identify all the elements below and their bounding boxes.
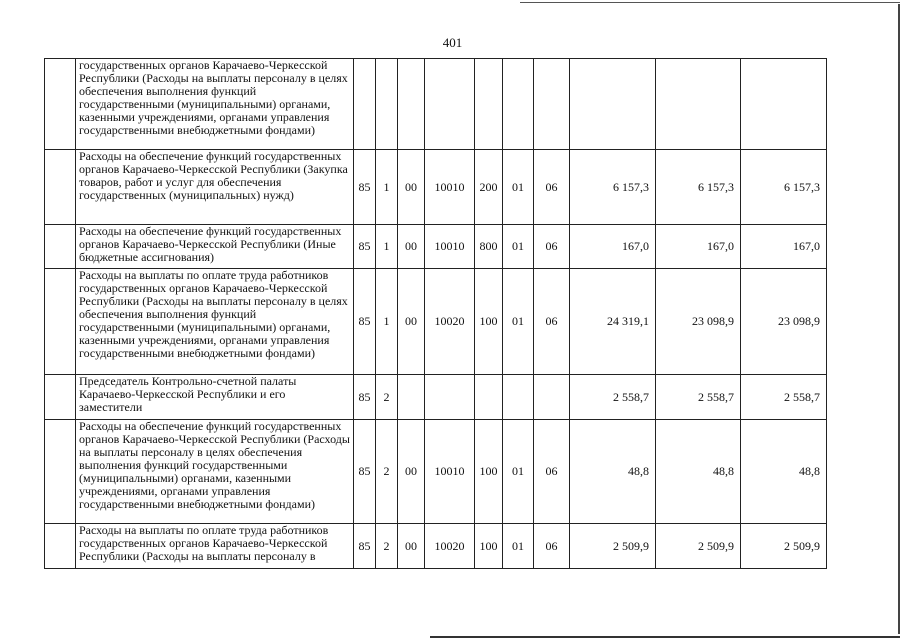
code-cell-3: 00 xyxy=(398,524,425,569)
code-cell-1: 85 xyxy=(354,524,376,569)
amount-cell-1: 2 509,9 xyxy=(570,524,656,569)
amount-cell-1 xyxy=(570,59,656,150)
code-cell-6: 01 xyxy=(503,269,534,375)
code-cell-6: 01 xyxy=(503,420,534,524)
code-cell-7: 06 xyxy=(534,225,570,269)
scan-edge-bottom xyxy=(430,636,900,638)
code-cell-2: 2 xyxy=(376,524,398,569)
amount-cell-3: 2 558,7 xyxy=(741,375,827,420)
amount-cell-3 xyxy=(741,59,827,150)
code-cell-3 xyxy=(398,59,425,150)
budget-table xyxy=(44,58,827,569)
code-cell-6 xyxy=(503,59,534,150)
code-cell-4 xyxy=(425,375,475,420)
code-cell-2: 2 xyxy=(376,420,398,524)
row-index-cell xyxy=(45,150,76,225)
amount-cell-1: 24 319,1 xyxy=(570,269,656,375)
amount-cell-2: 48,8 xyxy=(656,420,741,524)
amount-cell-1: 6 157,3 xyxy=(570,150,656,225)
amount-cell-3: 167,0 xyxy=(741,225,827,269)
code-cell-3 xyxy=(398,375,425,420)
scan-edge-right xyxy=(898,4,900,634)
row-index-cell xyxy=(45,225,76,269)
code-cell-7: 06 xyxy=(534,269,570,375)
row-index-cell xyxy=(45,269,76,375)
code-cell-4: 10010 xyxy=(425,420,475,524)
code-cell-7: 06 xyxy=(534,420,570,524)
code-cell-5: 200 xyxy=(475,150,503,225)
row-index-cell xyxy=(45,375,76,420)
code-cell-7 xyxy=(534,59,570,150)
code-cell-7: 06 xyxy=(534,524,570,569)
code-cell-4: 10010 xyxy=(425,225,475,269)
code-cell-5: 100 xyxy=(475,420,503,524)
code-cell-7: 06 xyxy=(534,150,570,225)
code-cell-4: 10010 xyxy=(425,150,475,225)
code-cell-6: 01 xyxy=(503,524,534,569)
code-cell-1: 85 xyxy=(354,225,376,269)
code-cell-2 xyxy=(376,59,398,150)
amount-cell-2: 23 098,9 xyxy=(656,269,741,375)
code-cell-6: 01 xyxy=(503,225,534,269)
code-cell-1: 85 xyxy=(354,150,376,225)
table-row xyxy=(45,59,827,150)
code-cell-2: 1 xyxy=(376,269,398,375)
row-name-cell: Расходы на обеспечение функций государственных органов Карачаево-Черкесской Республики (Расходы на выплаты персоналу в целях обеспечения выполнения функций государственными (муниципальными) органами, казенными учреждениями, органами управления государственными внебюджетными фондами) xyxy=(76,420,354,524)
code-cell-4: 10020 xyxy=(425,269,475,375)
code-cell-1: 85 xyxy=(354,375,376,420)
scan-edge-top xyxy=(520,2,900,3)
amount-cell-3: 23 098,9 xyxy=(741,269,827,375)
table-row xyxy=(45,524,827,569)
row-name-cell: Расходы на обеспечение функций государственных органов Карачаево-Черкесской Республики (Закупка товаров, работ и услуг для обеспечения государственных (муниципальных) нужд) xyxy=(76,150,354,225)
code-cell-2: 2 xyxy=(376,375,398,420)
page-number: 401 xyxy=(442,35,463,50)
code-cell-5: 100 xyxy=(475,524,503,569)
code-cell-5 xyxy=(475,59,503,150)
amount-cell-2: 2 558,7 xyxy=(656,375,741,420)
row-name-cell: государственных органов Карачаево-Черкесской Республики (Расходы на выплаты персоналу в целях обеспечения выполнения функций государственными (муниципальными) органами, казенными учреждениями, органами управления государственными внебюджетными фондами) xyxy=(76,59,354,150)
code-cell-2: 1 xyxy=(376,150,398,225)
code-cell-1: 85 xyxy=(354,420,376,524)
amount-cell-1: 167,0 xyxy=(570,225,656,269)
code-cell-4: 10020 xyxy=(425,524,475,569)
code-cell-3: 00 xyxy=(398,225,425,269)
amount-cell-2 xyxy=(656,59,741,150)
table-row xyxy=(45,269,827,375)
code-cell-3: 00 xyxy=(398,420,425,524)
amount-cell-2: 167,0 xyxy=(656,225,741,269)
code-cell-7 xyxy=(534,375,570,420)
amount-cell-1: 2 558,7 xyxy=(570,375,656,420)
table-row xyxy=(45,225,827,269)
code-cell-5: 100 xyxy=(475,269,503,375)
row-index-cell xyxy=(45,59,76,150)
row-index-cell xyxy=(45,420,76,524)
code-cell-1 xyxy=(354,59,376,150)
table-row xyxy=(45,420,827,524)
amount-cell-1: 48,8 xyxy=(570,420,656,524)
amount-cell-2: 6 157,3 xyxy=(656,150,741,225)
code-cell-5: 800 xyxy=(475,225,503,269)
row-name-cell: Расходы на обеспечение функций государственных органов Карачаево-Черкесской Республики (Иные бюджетные ассигнования) xyxy=(76,225,354,269)
code-cell-3: 00 xyxy=(398,269,425,375)
amount-cell-3: 6 157,3 xyxy=(741,150,827,225)
row-name-cell: Председатель Контрольно-счетной палаты Карачаево-Черкесской Республики и его заместители xyxy=(76,375,354,420)
row-name-cell: Расходы на выплаты по оплате труда работников государственных органов Карачаево-Черкесской Республики (Расходы на выплаты персоналу в целях обеспечения выполнения функций государственными (муниципальными) органами, казенными учреждениями, органами управления государственными внебюджетными фондами) xyxy=(76,269,354,375)
table-row xyxy=(45,375,827,420)
code-cell-3: 00 xyxy=(398,150,425,225)
amount-cell-2: 2 509,9 xyxy=(656,524,741,569)
table-row xyxy=(45,150,827,225)
code-cell-6 xyxy=(503,375,534,420)
code-cell-2: 1 xyxy=(376,225,398,269)
amount-cell-3: 48,8 xyxy=(741,420,827,524)
code-cell-1: 85 xyxy=(354,269,376,375)
code-cell-5 xyxy=(475,375,503,420)
row-name-cell: Расходы на выплаты по оплате труда работников государственных органов Карачаево-Черкесской Республики (Расходы на выплаты персоналу в xyxy=(76,524,354,569)
amount-cell-3: 2 509,9 xyxy=(741,524,827,569)
code-cell-6: 01 xyxy=(503,150,534,225)
code-cell-4 xyxy=(425,59,475,150)
row-index-cell xyxy=(45,524,76,569)
